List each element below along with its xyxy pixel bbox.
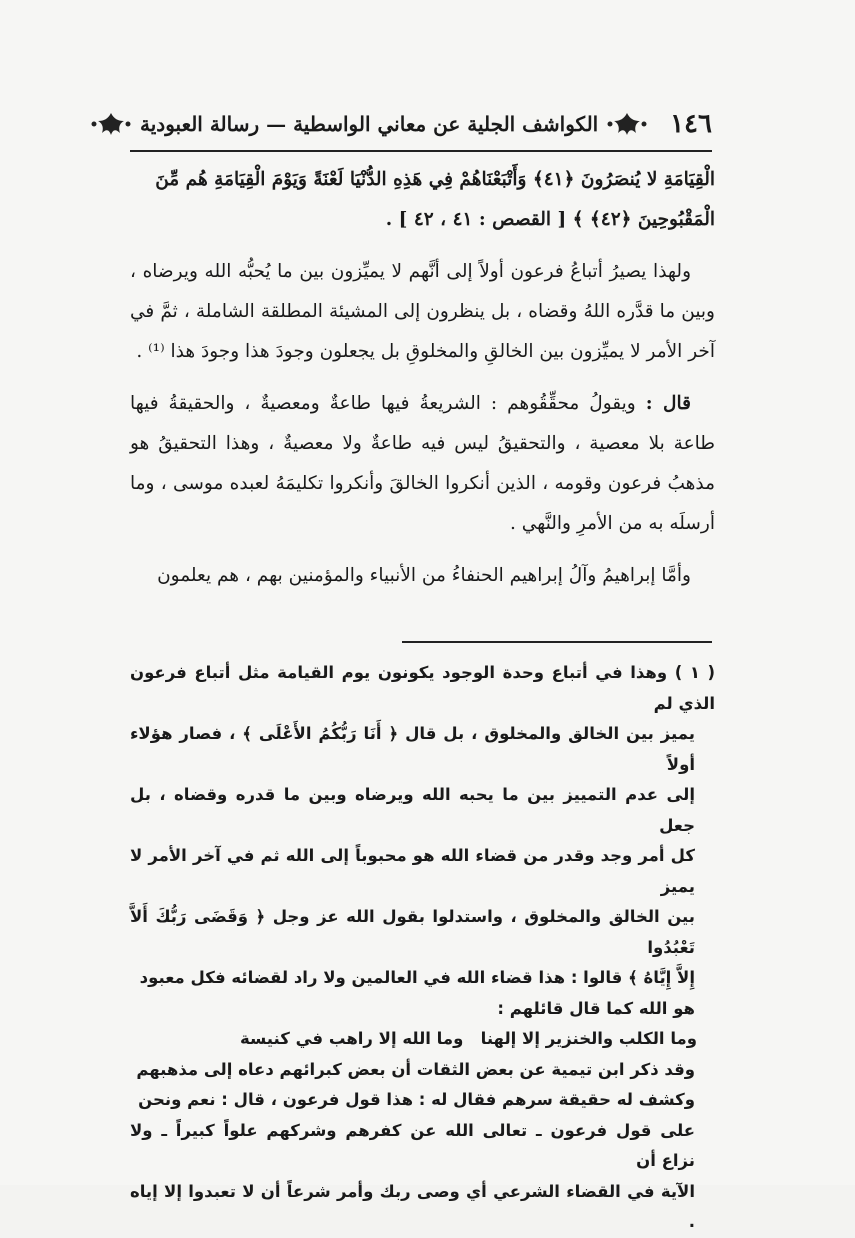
footnote-marker: ( ١ )	[674, 663, 715, 682]
paragraph-label: قال :	[645, 393, 691, 414]
footnote-line: يميز بين الخالق والمخلوق ، بل قال ﴿ أَنَا رَبُّكُمُ الأَعْلَى ﴾ ، فصار هؤلاء أولاً	[130, 724, 695, 774]
paragraph: ولهذا يصيرُ أتباعُ فرعون أولاً إلى أنَّهم لا يميِّزون بين ما يُحبُّه الله ويرضاه ، وبين ما قدَّره اللهُ وقضاه ، بل ينظرون إلى المشيئة المطلقة الشاملة ، ثمَّ في آخر الأمر لا يميِّزون بين الخالقِ والمخلوقِ بل يجعلون وجودَ هذا وجودَ هذا ⁽¹⁾ .	[130, 261, 715, 362]
poem-hemistich-right: وما الكلب والخنزير إلا إلهنا	[480, 1029, 697, 1048]
footnote-line: كل أمر وجد وقدر من قضاء الله هو محبوباً إلى الله ثم في آخر الأمر لا يميز	[130, 846, 695, 896]
poem-verse	[130, 1024, 715, 1055]
quran-verse	[130, 160, 715, 240]
footnote-line: ( ١ ) وهذا في أتباع وحدة الوجود يكونون يوم القيامة مثل أتباع فرعون الذي لم	[130, 663, 715, 713]
verse-line: الْمَقْبُوحِينَ ﴿٤٢﴾ ﴾ [ القصص : ٤١ ، ٤٢ ] .	[385, 209, 715, 230]
footnote-line: إِلاَّ إِيَّاهُ ﴾ قالوا : هذا قضاء الله في العالمين ولا راد لقضائه فكل معبود	[139, 968, 695, 987]
footnote-line: وكشف له حقيقة سرهم فقال له : هذا قول فرعون ، قال : نعم ونحن	[138, 1090, 695, 1109]
footnote-line: هو الله كما قال قائلهم :	[497, 998, 695, 1018]
footnote-line: إلى عدم التمييز بين ما يحبه الله ويرضاه وبين ما قدره وقضاه ، بل جعل	[130, 785, 695, 835]
footnote-line: بين الخالق والمخلوق ، واستدلوا بقول الله عز وجل ﴿ وَقَضَى رَبُّكَ أَلاَّ تَعْبُدُوا	[130, 907, 695, 957]
footnote	[130, 658, 715, 1238]
paragraph-text: ويقولُ محقِّقُوهم : الشريعةُ فيها طاعةٌ ومعصيةٌ ، والحقيقةُ فيها طاعة بلا معصية ، والتحقيقُ ليس فيه طاعةٌ ولا معصيةٌ ، وهذا التحقيقُ هو مذهبُ فرعون وقومه ، الذين أنكروا الخالقَ وأنكروا تكليمَهُ لعبده موسى ، وما أرسلَه به من الأمرِ والنَّهي .	[130, 393, 715, 534]
paragraph: وأمَّا إبراهيمُ وآلُ إبراهيم الحنفاءُ من الأنبياء والمؤمنين بهم ، هم يعلمون	[157, 565, 691, 586]
footnote-separator	[402, 641, 712, 643]
footnote-line: على قول فرعون ـ تعالى الله عن كفرهم وشركهم علواً كبيراً ـ ولا نزاع أن	[130, 1120, 695, 1170]
page-header	[90, 96, 712, 152]
main-text	[130, 160, 715, 608]
header-rule	[130, 150, 712, 152]
poem-hemistich-left: وما الله إلا راهب في كنيسة	[240, 1029, 464, 1048]
floral-ornament-icon	[606, 111, 648, 137]
paragraph	[130, 384, 715, 544]
footnote-line: وقد ذكر ابن تيمية عن بعض الثقات أن بعض كبرائهم دعاه إلى مذهبهم	[136, 1059, 695, 1079]
page-number: ١٤٦	[670, 109, 712, 139]
verse-line: الْقِيَامَةِ لا يُنصَرُونَ ﴿٤١﴾ وَأَتْبَعْنَاهُمْ فِي هَذِهِ الدُّنْيَا لَعْنَةً وَيَوْمَ الْقِيَامَةِ هُم مِّنَ	[155, 169, 715, 190]
running-title-group	[90, 111, 648, 137]
running-title: الكواشف الجلية عن معاني الواسطية — رسالة العبودية	[140, 112, 599, 136]
footnote-line: الآية في القضاء الشرعي أي وصى ربك وأمر شرعاً أن لا تعبدوا إلا إياه .	[130, 1181, 695, 1231]
floral-ornament-icon	[90, 111, 132, 137]
